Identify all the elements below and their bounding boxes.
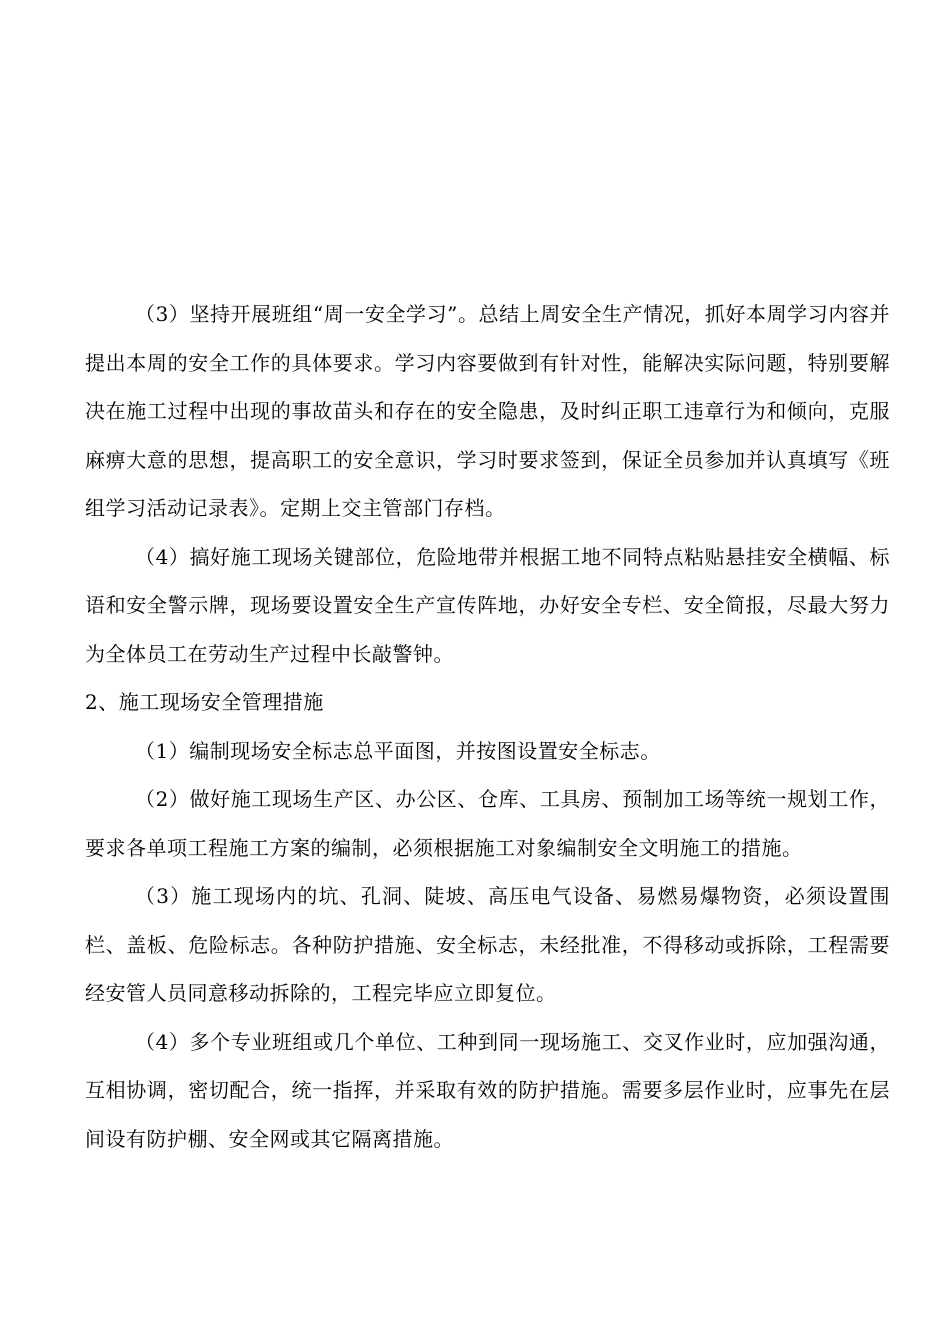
paragraph-safety-sign-plan: （1）编制现场安全标志总平面图，并按图设置安全标志。 — [135, 738, 661, 763]
paragraph-key-area-signage: （4）搞好施工现场关键部位，危险地带并根据工地不同特点粘贴悬挂安全横幅、标语和安全警示牌，现场要设置安全生产宣传阵地，办好安全专栏、安全简报，尽最大努力为全体员工在劳动生产过程中长敲警钟。 — [85, 544, 890, 666]
paragraph-site-zoning: （2）做好施工现场生产区、办公区、仓库、工具房、预制加工场等统一规划工作，要求各单项工程施工方案的编制，必须根据施工对象编制安全文明施工的措施。 — [85, 787, 890, 860]
paragraph-weekly-safety-study: （3）坚持开展班组“周一安全学习”。总结上周安全生产情况，抓好本周学习内容并提出本周的安全工作的具体要求。学习内容要做到有针对性，能解决实际问题，特别要解决在施工过程中出现的事故苗头和存在的安全隐患，及时纠正职工违章行为和倾向，克服麻痹大意的思想，提高职工的安全意识，学习时要求签到，保证全员参加并认真填写《班组学习活动记录表》。定期上交主管部门存档。 — [85, 302, 890, 520]
document-body — [85, 290, 890, 1163]
paragraph-cross-operation: （4）多个专业班组或几个单位、工种到同一现场施工、交叉作业时，应加强沟通，互相协调，密切配合，统一指挥，并采取有效的防护措施。需要多层作业时，应事先在层间设有防护棚、安全网或其它隔离措施。 — [85, 1029, 890, 1151]
section-heading-site-safety-measures: 2、施工现场安全管理措施 — [85, 690, 324, 714]
paragraph-hazard-protection: （3）施工现场内的坑、孔洞、陡坡、高压电气设备、易燃易爆物资，必须设置围栏、盖板、危险标志。各种防护措施、安全标志，未经批准，不得移动或拆除，工程需要经安管人员同意移动拆除的，工程完毕应立即复位。 — [85, 884, 890, 1005]
